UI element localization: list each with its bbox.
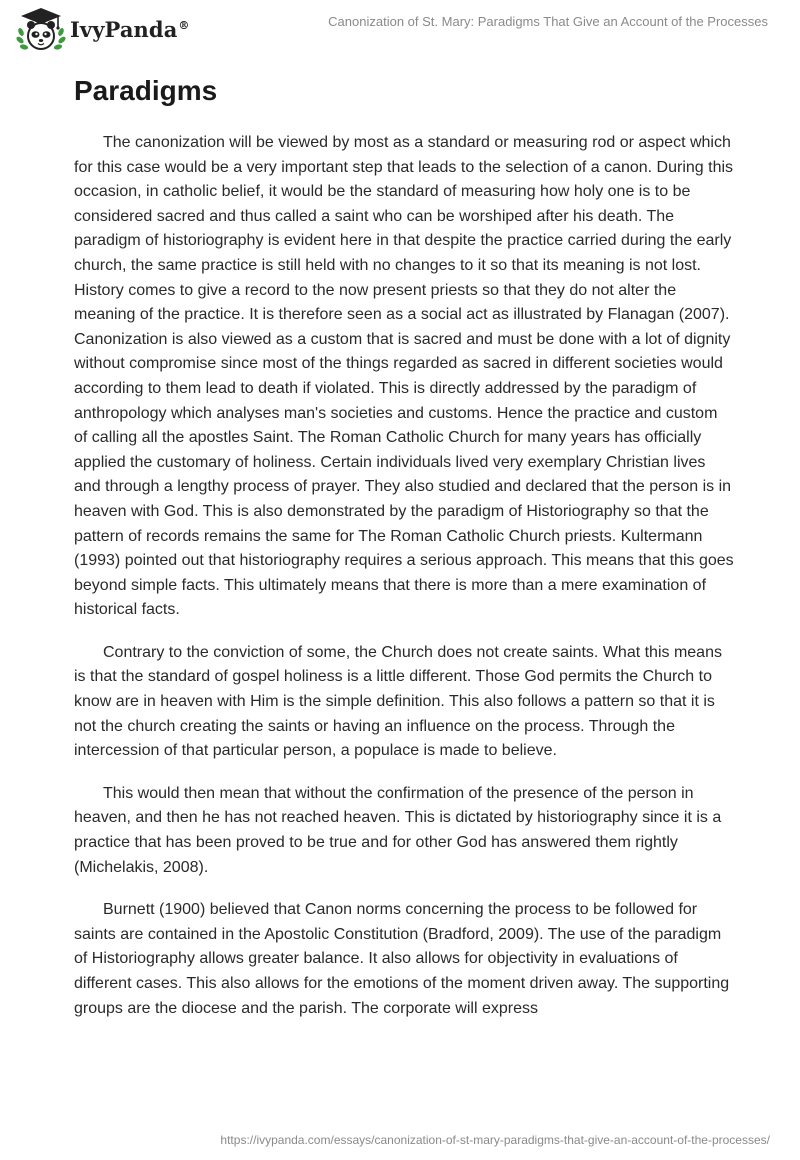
- essay-content: [74, 72, 734, 1039]
- footer-source-url[interactable]: https://ivypanda.com/essays/canonization-of-st-mary-paradigms-that-give-an-account-of-the-processes/: [220, 1133, 770, 1147]
- paragraph-1: The canonization will be viewed by most as a standard or measuring rod or aspect which for this case would be a very important step that leads to the selection of a canon. During this occasion, in catholic belief, it would be the standard of measuring how holy one is to be considered sacred and thus called a saint who can be worshiped after his death. The paradigm of historiography is evident here in that despite the practice carried during the early church, the same practice is still held with no changes to it so that its meaning is not lost. History comes to give a record to the now present priests so that they do not alter the meaning of the practice. It is therefore seen as a social act as illustrated by Flanagan (2007). Canonization is also viewed as a custom that is sacred and must be done with a lot of dignity without compromise since most of the things regarded as sacred in different societies would according to them lead to death if violated. This is directly addressed by the paradigm of anthropology which analyses man's societies and customs. Hence the practice and custom of calling all the apostles Saint. The Roman Catholic Church for many years has officially applied the customary of holiness. Certain individuals lived very exemplary Christian lives and through a lengthy process of prayer. They also studied and declared that the person is in heaven with God. This is also demonstrated by the paradigm of Historiography so that the pattern of records remains the same for The Roman Catholic Church priests. Kultermann (1993) pointed out that historiography requires a serious approach. This means that this goes beyond simple facts. This ultimately means that there is more than a mere examination of historical facts.: [74, 134, 734, 619]
- registered-mark: ®: [178, 18, 190, 32]
- paragraph-4: Burnett (1900) believed that Canon norms concerning the process to be followed for saints are contained in the Apostolic Constitution (Bradford, 2009). The use of the paradigm of Historiography allows greater balance. It also allows for objectivity in evaluations of different cases. This also allows for the emotions of the moment driven away. The supporting groups are the diocese and the parish. The corporate will express: [74, 901, 730, 1017]
- ivypanda-logo[interactable]: [14, 6, 190, 52]
- logo-wordmark: [70, 17, 190, 42]
- document-title: Canonization of St. Mary: Paradigms That Give an Account of the Processes: [328, 14, 768, 29]
- logo-text: IvyPanda: [70, 16, 178, 42]
- paragraph-3: This would then mean that without the confirmation of the presence of the person in heaven, and then he has not reached heaven. This is dictated by historiography since it is a practice that has been proved to be true and for other God has answered them rightly (Michelakis, 2008).: [74, 784, 722, 876]
- page-header: [0, 0, 800, 60]
- panda-graduate-icon: [14, 6, 68, 52]
- paragraph-2: Contrary to the conviction of some, the Church does not create saints. What this means is that the standard of gospel holiness is a little different. Those God permits the Church to know are in heaven with Him is the simple definition. This also follows a pattern so that it is not the church creating the saints or having an influence on the process. Through the intercession of that particular person, a populace is made to believe.: [74, 643, 722, 760]
- section-heading: Paradigms: [74, 75, 218, 106]
